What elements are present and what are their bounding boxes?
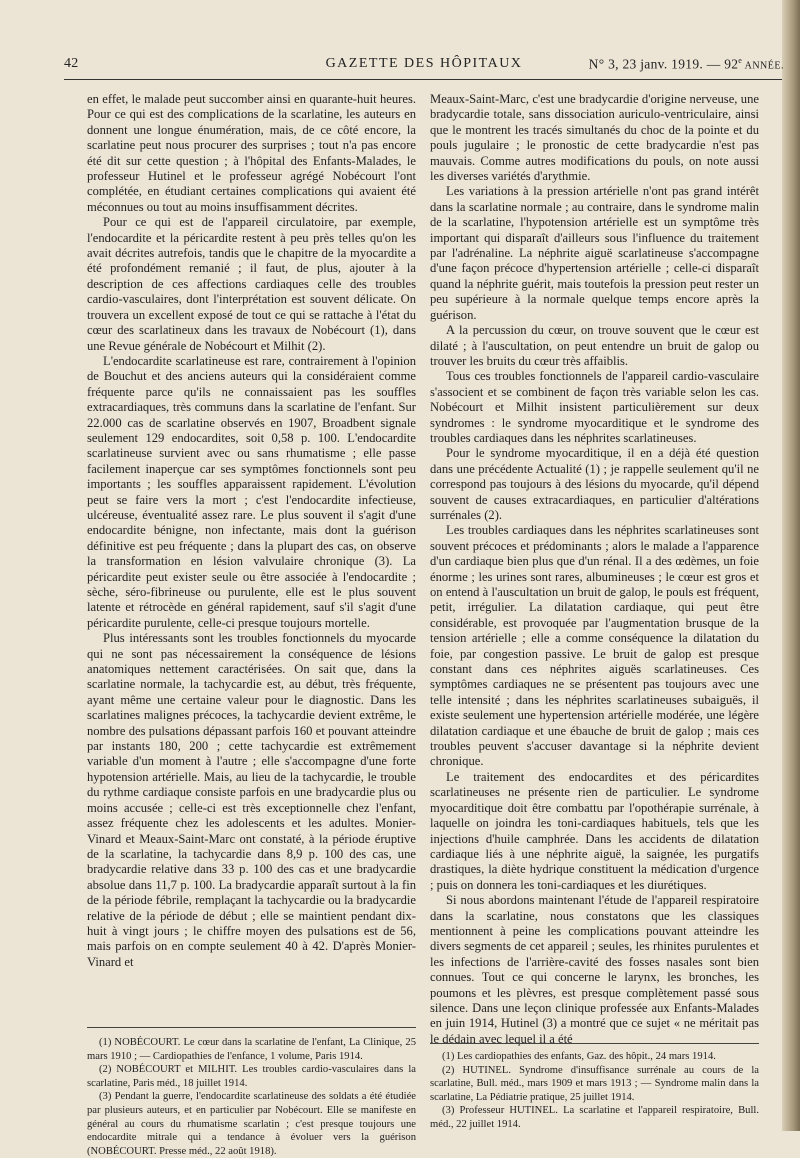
- footnote-rule: [430, 1043, 759, 1044]
- journal-title: GAZETTE DES HÔPITAUX: [325, 56, 523, 71]
- paragraph: en effet, le malade peut succomber ainsi en quarante-huit heures. Pour ce qui est des complications de la scarlatine, les auteurs en donnent une longue énumération, mais, de ce côté encore, la scarlatine peut nous procurer des surprises ; tout n'a pas encore été dit sur cette question ; à l'hôpital des Enfants-Malades, le professeur Hutinel et le professeur agrégé Nobécourt l'ont complétée, en étudiant certaines complications qui avaient été méconnues ou tout au moins insuffisamment décrites.: [87, 92, 416, 214]
- footnote-rule: [87, 1027, 416, 1028]
- footnote: (2) HUTINEL. Syndrome d'insuffisance surrénale au cours de la scarlatine, Bull. méd., mars 1909 et mars 1913 ; — Syndrome malin dans la scarlatine, La Pédiatrie pratique, 25 juillet 1914.: [430, 1064, 759, 1103]
- footnote: (2) NOBÉCOURT et MILHIT. Les troubles cardio-vasculaires dans la scarlatine, Paris méd., 18 juillet 1914.: [87, 1064, 416, 1089]
- paragraph: L'endocardite scarlatineuse est rare, contrairement à l'opinion de Bouchut et des anciens auteurs qui la considéraient comme fréquente parce qu'ils ne connaissaient pas les souffles extracardiaques, très communs dans la scarlatine de l'enfant. Sur 22.000 cas de scarlatine observés en 1907, Broadbent signale seulement 129 endocardites, soit 0,58 p. 100. L'endocardite scarlatineuse survient avec ou sans rhumatisme ; elle passe facilement inaperçue car ses symptômes fonctionnels sont peu importants ; les souffles apparaissent rapidement. L'évolution peut se faire vers la mort ; c'est l'endocardite infectieuse, ulcéreuse, éventualité assez rare. Le plus souvent il s'agit d'une endocardite bénigne, non infectante, mais dont la guérison définitive est peu fréquente ; dans la plupart des cas, on observe la transformation en lésion valvulaire chronique (3). La péricardite peut exister seule ou être associée à l'endocardite ; sèche, séro-fibrineuse ou purulente, elle est le plus souvent latente et rétrocède en général rapidement, sauf s'il s'agit d'une péricardite purulente, celle-ci presque toujours mortelle.: [87, 353, 416, 630]
- page-edge: [782, 0, 800, 1131]
- paragraph: Plus intéressants sont les troubles fonctionnels du myocarde qui ne sont pas nécessairement la conséquence de lésions anatomiques nettement caractérisées. On sait que, dans la scarlatine normale, la tachycardie est, au début, très fréquente, ayant même une certaine valeur pour le diagnostic. Dans les scarlatines malignes précoces, la tachycardie devient extrême, le nombre des pulsations dépassant parfois 160 et pouvant atteindre par instants 180, 200 ; cette tachycardie est extrêmement variable d'un moment à l'autre ; elle s'accompagne d'une forte hypotension artérielle. Mais, au lieu de la tachycardie, le trouble du rythme cardiaque consiste parfois en une bradycardie plus ou moins accusée ; celle-ci est très exceptionnelle chez l'enfant, assez fréquente chez les adolescents et les adultes. Monier-Vinard et Meaux-Saint-Marc ont constaté, à la période éruptive de la scarlatine, la tachycardie dans 8,9 p. 100 des cas, une bradycardie relative dans 33 p. 100 des cas et une bradycardie absolue dans 11,7 p. 100. La bradycardie apparaît surtout à la fin de la période fébrile, remplaçant la tachycardie ou la bradycardie relative de la période de début ; elle se maintient pendant dix-huit à vingt jours ; le chiffre moyen des pulsations est de 56, mais parfois on en compte seulement 40 à 42. D'après Monier-Vinard et: [87, 631, 416, 969]
- paragraph: Meaux-Saint-Marc, c'est une bradycardie d'origine nerveuse, une bradycardie totale, sans dissociation auriculo-ventriculaire, ainsi que le montrent les tracés simultanés du choc de la pointe et du pouls jugulaire ; le pronostic de cette bradycardie n'est pas mauvais. Comme autres modifications du pouls, on note aussi les diverses variétés d'arythmie.: [430, 92, 759, 184]
- header-rule: [64, 79, 782, 80]
- footnote: (3) Professeur HUTINEL. La scarlatine et l'appareil respiratoire, Bull. méd., 22 juillet 1914.: [430, 1105, 759, 1130]
- paragraph: Si nous abordons maintenant l'étude de l'appareil respiratoire dans la scarlatine, nous constatons que les classiques mentionnent à peine les complications pouvant atteindre les divers segments de cet appareil ; seules, les rhinites purulentes et les infections de l'arrière-cavité des fosses nasales sont bien connues. Tout ce qui concerne le larynx, les bronches, les poumons et les plèvres, est presque complètement passé sous silence. Dans une leçon clinique professée aux Enfants-Malades en juin 1914, Hutinel (3) a montré que ce sujet « ne méritait pas le dédain avec lequel il a été: [430, 893, 759, 1046]
- paragraph: Le traitement des endocardites et des péricardites scarlatineuses ne présente rien de particulier. Le syndrome myocarditique doit être combattu par l'opothérapie surrénale, à laquelle on joindra les toni-cardiaques habituels, tels que les injections d'huile camphrée. Dans les accidents de dilatation cardiaque liés à une néphrite aiguë, la saignée, les purgatifs drastiques, la diète hydrique constituent la médication d'urgence ; puis on donnera les toni-cardiaques et les diurétiques.: [430, 769, 759, 892]
- paragraph: Pour le syndrome myocarditique, il en a déjà été question dans une précédente Actualité (1) ; je rappelle seulement qu'il ne correspond pas toujours à des lésions du myocarde, qu'il dépend souvent de causes extracardiaques, en particulier d'altérations surrénales (2).: [430, 446, 759, 522]
- paragraph: A la percussion du cœur, on trouve souvent que le cœur est dilaté ; à l'auscultation, on peut entendre un bruit de galop ou trouver les bruits du cœur très affaiblis.: [430, 323, 759, 368]
- issue-number: N° 3, 23 janv. 1919. — 92: [588, 56, 739, 72]
- footnote: (1) NOBÉCOURT. Le cœur dans la scarlatine de l'enfant, La Clinique, 25 mars 1910 ; — Cardiopathies de l'enfance, 1 volume, Paris 1914.: [87, 1037, 416, 1062]
- left-column: [87, 92, 416, 970]
- year-suffix: e: [738, 56, 743, 65]
- footnote: (1) Les cardiopathies des enfants, Gaz. des hôpit., 24 mars 1914.: [442, 1051, 716, 1062]
- paragraph: Les troubles cardiaques dans les néphrites scarlatineuses sont souvent précoces et prédominants ; alors le malade a l'apparence d'un cardiaque bien plus que d'un rénal. Il a des œdèmes, un foie énorme ; les urines sont rares, albumineuses ; le cœur est gros et on entend à l'auscultation un bruit de galop, le pouls est fréquent, petit, irrégulier. La dilatation cardiaque, qui peut être considérable, est provoquée par l'augmentation brusque de la tension artérielle ; elle a comme conséquence la dilatation du foie, par congestion passive. Le bruit de galop est presque constant dans ces néphrites aiguës scarlatineuses. Ces symptômes cardiaques ne se présentent pas toujours avec une telle intensité ; dans les néphrites scarlatineuses subaiguës, il existe seulement une hypertension artérielle modérée, une légère dilatation cardiaque et une ébauche de bruit de galop ; mais ces troubles peuvent s'accuser davantage si la néphrite devient chronique.: [430, 523, 759, 769]
- paragraph: Tous ces troubles fonctionnels de l'appareil cardio-vasculaire s'associent et se combinent de façon très variable selon les cas. Nobécourt et Milhit insistent particulièrement sur deux syndromes : le syndrome myocarditique et le syndrome des troubles cardiaques dans les néphrites scarlatineuses.: [430, 369, 759, 445]
- paragraph: Pour ce qui est de l'appareil circulatoire, par exemple, l'endocardite et la péricardite restent à peu près telles qu'on les avait décrites autrefois, tandis que le chapitre de la myocardite a été profondément remanié ; il faut, de plus, ajouter à la description de ces affections cardiaques celle des troubles cardio-vasculaires, dont l'interprétation est souvent délicate. On trouvera un excellent exposé de tout ce qui se rattache à l'état du cœur des scarlatineux dans les travaux de Nobécourt (1), dans une Revue générale de Nobécourt et Milhit (2).: [87, 215, 416, 353]
- running-header: [64, 56, 784, 76]
- right-footnotes: [430, 1050, 759, 1132]
- paragraph: Les variations à la pression artérielle n'ont pas grand intérêt dans la scarlatine normale ; au contraire, dans le syndrome malin de la scarlatine, l'hypotension artérielle est un symptôme très important qui disparaît d'ailleurs sous l'influence du traitement par l'adrénaline. La néphrite aiguë scarlatineuse s'accompagne d'une façon précoce d'hypertension artérielle ; celle-ci disparaît quand la néphrite guérit, mais toutefois la pression peut rester un peu supérieure à la normale quelque temps encore après la guérison.: [430, 184, 759, 322]
- issue-info: [589, 56, 784, 73]
- right-column: [430, 92, 759, 1047]
- year-label: ANNÉE.: [742, 60, 784, 72]
- page-number: 42: [64, 56, 79, 71]
- footnote: (3) Pendant la guerre, l'endocardite scarlatineuse des soldats a été étudiée par plusieurs auteurs, et en particulier par Nobécourt. Elle se manifeste en général au cours du rhumatisme scarlatin ; c'est presque toujours une endocardite mitrale qui a tendance à évoluer vers la guérison (NOBÉCOURT. Presse méd., 22 août 1918).: [87, 1091, 416, 1157]
- left-footnotes: [87, 1036, 416, 1158]
